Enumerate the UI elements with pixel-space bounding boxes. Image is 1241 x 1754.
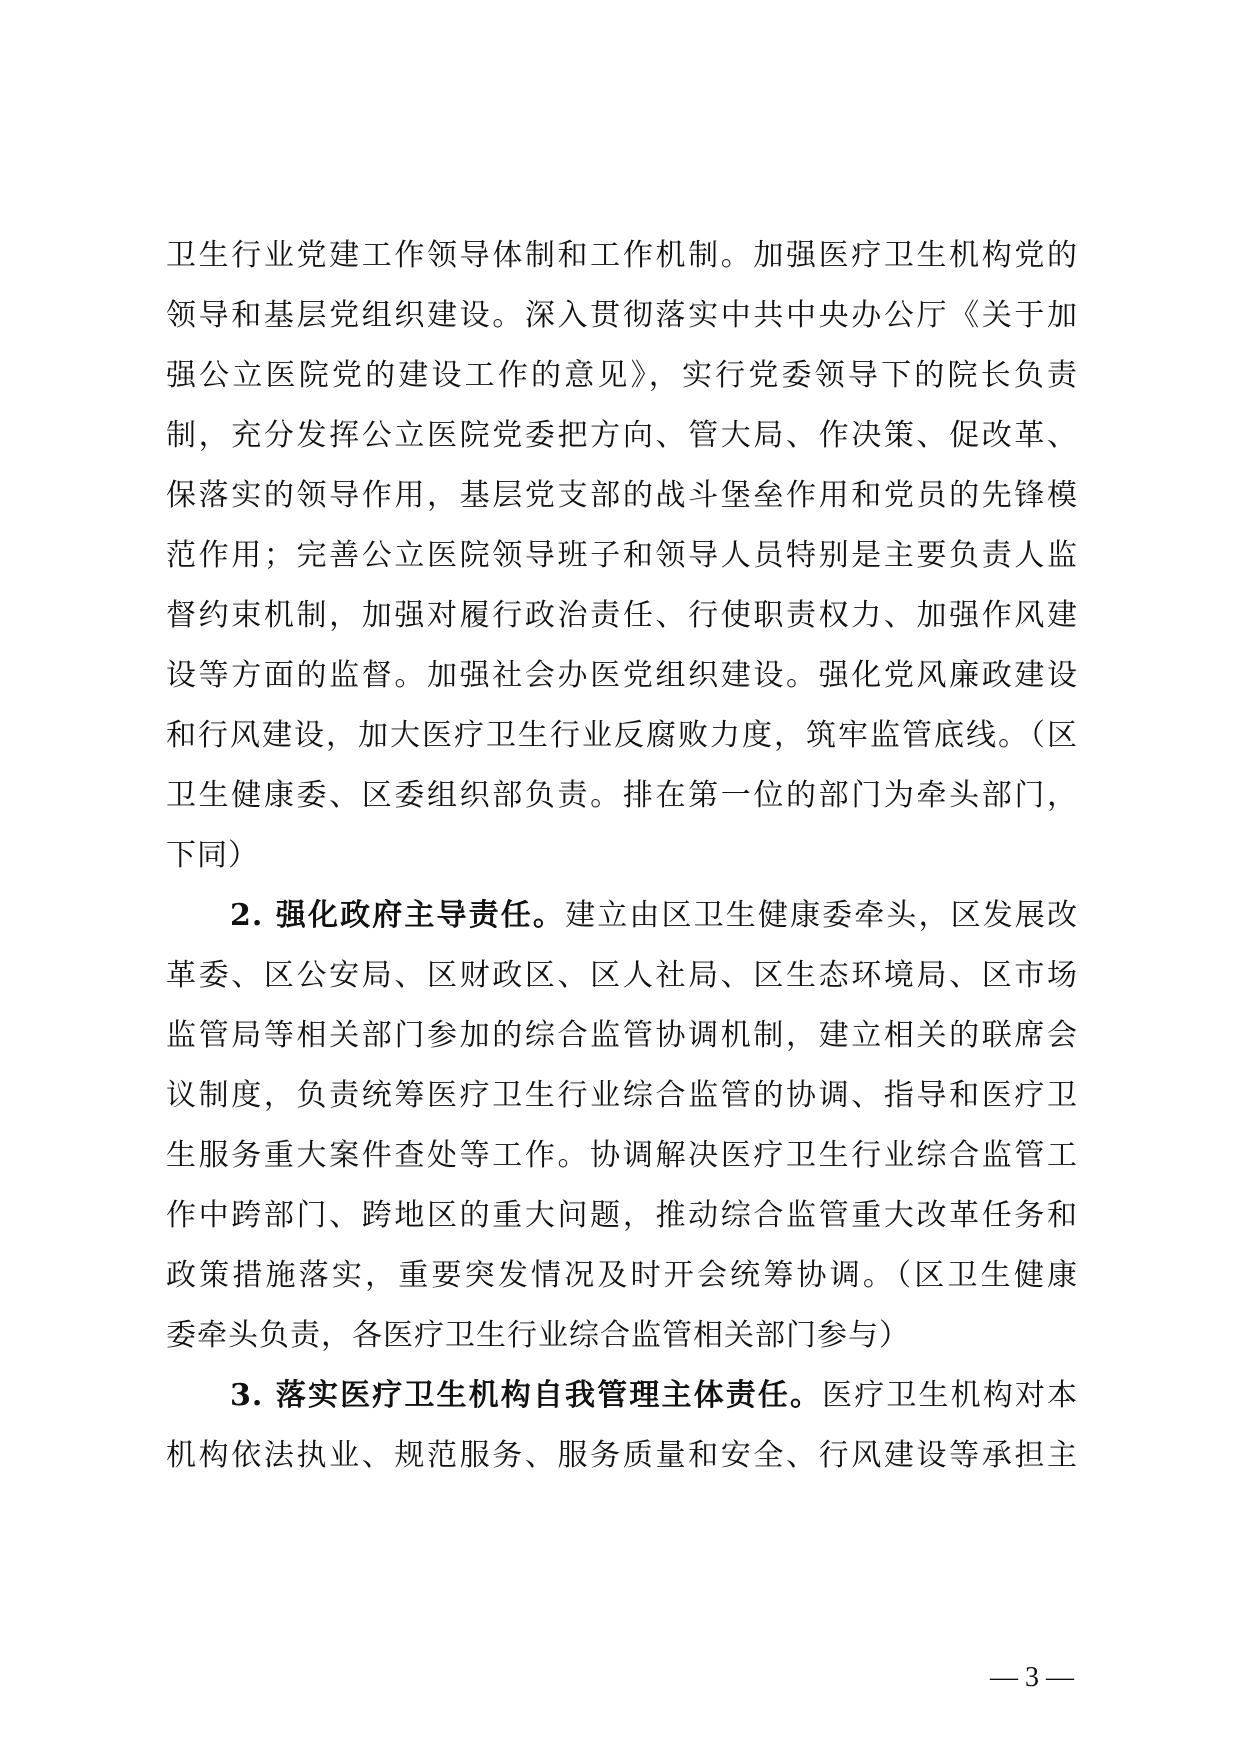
text-line: 领导和基层党组织建设。深入贯彻落实中共中央办公厅《关于加: [166, 298, 1078, 333]
text-line: 委牵头负责，各医疗卫生行业综合监管相关部门参与）: [166, 1318, 910, 1353]
text-line: 设等方面的监督。加强社会办医党组织建设。强化党风廉政建设: [166, 658, 1078, 693]
text-line: [166, 886, 1078, 946]
text-line: 范作用；完善公立医院领导班子和领导人员特别是主要负责人监: [166, 538, 1078, 573]
paragraph-text: 建立由区卫生健康委牵头，区发展改: [565, 898, 1079, 933]
document-body: [166, 226, 1078, 1486]
text-line: [166, 1366, 1078, 1426]
text-line: 下同）: [166, 838, 259, 873]
text-line: 督约束机制，加强对履行政治责任、行使职责权力、加强作风建: [166, 598, 1078, 633]
text-line: 机构依法执业、规范服务、服务质量和安全、行风建设等承担主: [166, 1438, 1078, 1473]
text-line: 和行风建设，加大医疗卫生行业反腐败力度，筑牢监管底线。（区: [166, 718, 1078, 753]
text-line: 卫生行业党建工作领导体制和工作机制。加强医疗卫生机构党的: [166, 238, 1078, 273]
text-line: 监管局等相关部门参加的综合监管协调机制，建立相关的联席会: [166, 1018, 1078, 1053]
text-line: 政策措施落实，重要突发情况及时开会统筹协调。（区卫生健康: [166, 1258, 1078, 1293]
text-line: 议制度，负责统筹医疗卫生行业综合监管的协调、指导和医疗卫: [166, 1078, 1078, 1113]
paragraph-3: [166, 1366, 1078, 1486]
text-line: 革委、区公安局、区财政区、区人社局、区生态环境局、区市场: [166, 958, 1078, 993]
paragraph-text: 医疗卫生机构对本: [822, 1378, 1078, 1413]
paragraph-2: [166, 886, 1078, 1366]
paragraph-heading: 2. 强化政府主导责任。: [230, 898, 566, 933]
text-line: 卫生健康委、区委组织部负责。排在第一位的部门为牵头部门，: [166, 778, 1078, 813]
text-line: 制，充分发挥公立医院党委把方向、管大局、作决策、促改革、: [166, 418, 1078, 453]
text-line: 生服务重大案件查处等工作。协调解决医疗卫生行业综合监管工: [166, 1138, 1078, 1173]
text-line: 强公立医院党的建设工作的意见》，实行党委领导下的院长负责: [166, 358, 1078, 393]
text-line: 保落实的领导作用，基层党支部的战斗堡垒作用和党员的先锋模: [166, 478, 1078, 513]
text-line: 作中跨部门、跨地区的重大问题，推动综合监管重大改革任务和: [166, 1198, 1078, 1233]
paragraph-heading: 3. 落实医疗卫生机构自我管理主体责任。: [230, 1378, 823, 1413]
page-number: — 3 —: [990, 1662, 1074, 1693]
paragraph-1: [166, 226, 1078, 886]
